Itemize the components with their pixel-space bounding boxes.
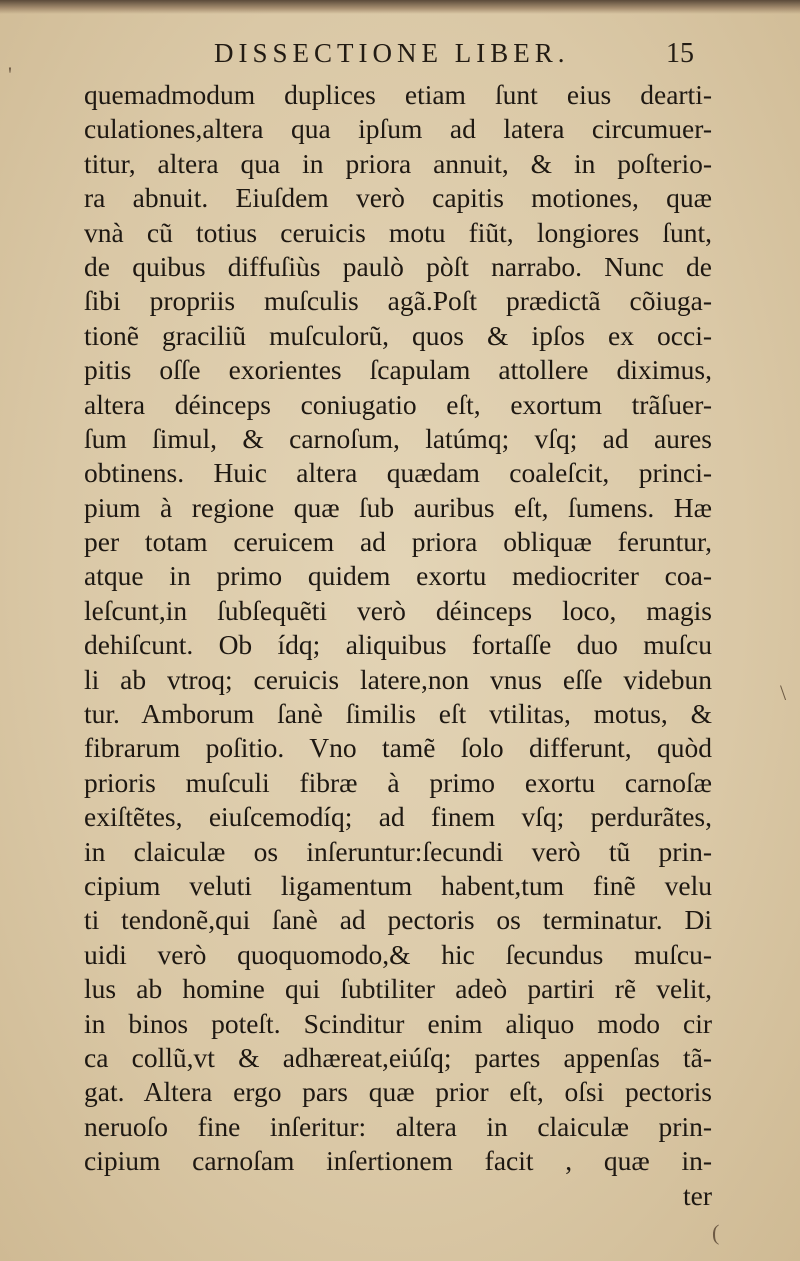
text-line: in binos poteſt. Scinditur enim aliquo modo cir [84, 1007, 712, 1039]
text-line: obtinens. Huic altera quædam coaleſcit, princi- [84, 457, 712, 489]
text-line: ter [682, 1179, 712, 1211]
text-line: in claiculæ os inſeruntur:ſecundi verò tũ prin- [84, 835, 712, 867]
margin-mark: \ [780, 680, 787, 705]
text-line: prioris muſculi fibræ à primo exortu carnoſæ [84, 766, 712, 798]
text-line: pium à regione quæ ſub auribus eſt, ſumens. Hæ [84, 491, 712, 523]
text-line: de quibus diffuſiùs paulò pòſt narrabo. Nunc de [84, 250, 712, 282]
text-line: tionẽ graciliũ muſculorũ, quos & ipſos ex occi- [84, 319, 712, 351]
text-line: atque in primo quidem exortu mediocriter coa- [84, 560, 712, 592]
text-line: leſcunt,in ſubſequẽti verò déinceps loco, magis [84, 594, 712, 626]
text-line: tur. Amborum ſanè ſimilis eſt vtilitas, motus, & [84, 698, 712, 730]
text-line: ti tendonẽ,qui ſanè ad pectoris os terminatur. Di [84, 904, 712, 936]
text-line: culationes,altera qua ipſum ad latera circumuer- [84, 113, 712, 145]
text-line: cipium carnoſam inſertionem facit , quæ in- [84, 1145, 712, 1177]
text-line: exiſtẽtes, eiuſcemodíq; ad finem vſq; perdurãtes, [84, 801, 712, 833]
text-line: fibrarum poſitio. Vno tamẽ ſolo differunt, quòd [84, 732, 712, 764]
text-line: dehiſcunt. Ob ídq; aliquibus fortaſſe duo muſcu [84, 629, 712, 661]
running-head [0, 38, 800, 78]
text-line: cipium veluti ligamentum habent,tum finẽ velu [84, 869, 712, 901]
text-line: pitis oſſe exorientes ſcapulam attollere diximus, [84, 354, 712, 386]
page-number: 15 [666, 38, 694, 69]
text-line: ca collũ,vt & adhæreat,eiúſq; partes appenſas tã- [84, 1041, 712, 1073]
text-line: ſibi propriis muſculis agã.Poſt prædictã cõiuga- [84, 285, 712, 317]
text-line: gat. Altera ergo pars quæ prior eſt, oſsi pectoris [84, 1076, 712, 1108]
body-text [84, 78, 712, 1213]
text-line: uidi verò quoquomodo,& hic ſecundus muſcu- [84, 938, 712, 970]
text-line: lus ab homine qui ſubtiliter adeò partiri rẽ velit, [84, 973, 712, 1005]
text-line: quemadmodum duplices etiam ſunt eius dearti- [84, 79, 712, 110]
page-top-edge [0, 0, 800, 14]
text-line: li ab vtroq; ceruicis latere,non vnus eſſe videbun [84, 663, 712, 695]
text-line: titur, altera qua in priora annuit, & in poſterio- [84, 147, 712, 179]
running-title: DISSECTIONE LIBER. [214, 38, 570, 68]
text-line: vnà cũ totius ceruicis motu fiũt, longiores ſunt, [84, 216, 712, 248]
text-line: per totam ceruicem ad priora obliquæ feruntur, [84, 526, 712, 558]
text-line: ſum ſimul, & carnoſum, latúmq; vſq; ad aures [84, 422, 712, 454]
text-line: altera déinceps coniugatio eſt, exortum trãſuer- [84, 388, 712, 420]
margin-mark: ( [712, 1220, 720, 1245]
margin-mark: ' [8, 62, 12, 87]
text-line: ra abnuit. Eiuſdem verò capitis motiones, quæ [84, 182, 712, 214]
text-line: neruoſo fine inſeritur: altera in claiculæ prin- [84, 1110, 712, 1142]
